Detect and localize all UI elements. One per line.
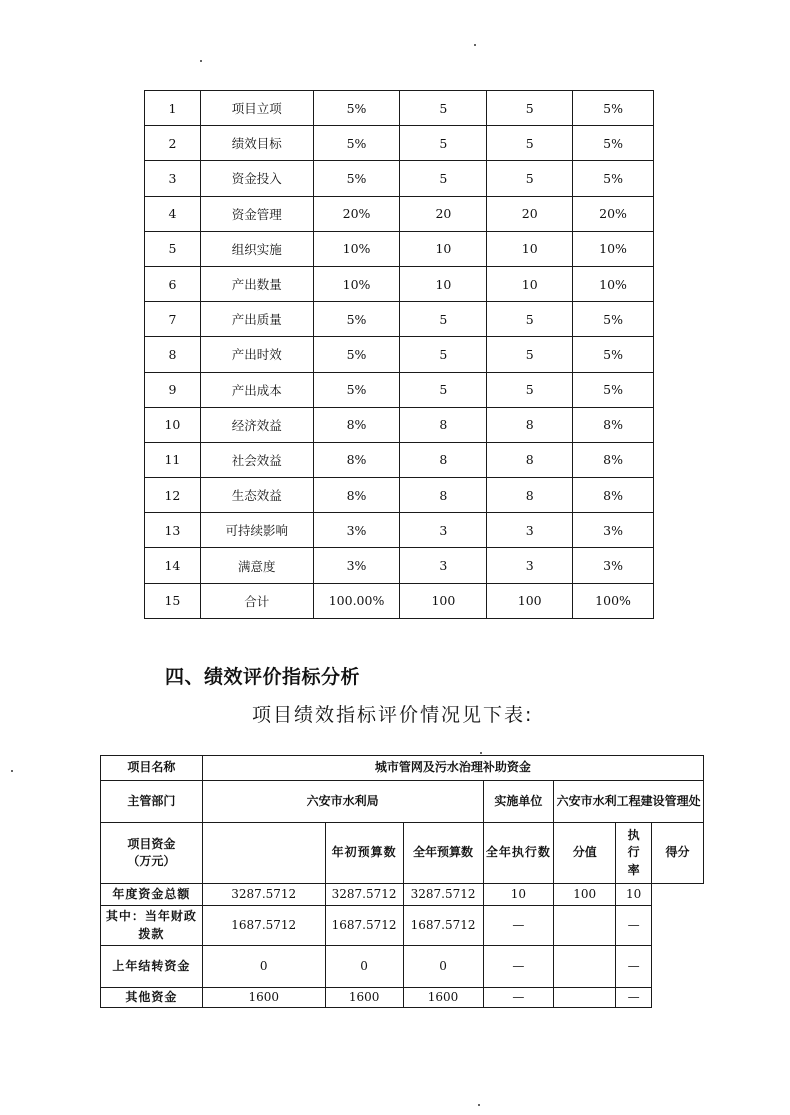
- score-cell-name: 项目立项: [200, 91, 313, 126]
- score-cell-no: 14: [145, 548, 201, 583]
- score-cell-c1: 5: [400, 126, 487, 161]
- fund-cell-label: 上年结转资金: [101, 946, 203, 988]
- fund-cell-score: —: [616, 906, 652, 946]
- score-cell-c2: 5: [487, 337, 573, 372]
- fund-cell-score: —: [616, 988, 652, 1008]
- score-cell-c3: 8%: [573, 407, 654, 442]
- score-row: [145, 478, 654, 513]
- scan-speck: [478, 1104, 480, 1106]
- fund-cell-label: 其中：当年财政拨款: [101, 906, 203, 946]
- score-cell-c3: 5%: [573, 126, 654, 161]
- score-cell-weight: 10%: [313, 231, 400, 266]
- score-cell-name: 绩效目标: [200, 126, 313, 161]
- score-row: [145, 161, 654, 196]
- score-row: [145, 337, 654, 372]
- score-cell-c3: 10%: [573, 266, 654, 301]
- evaluation-table-body: [101, 884, 704, 1008]
- score-cell-no: 5: [145, 231, 201, 266]
- score-row: [145, 266, 654, 301]
- score-cell-weight: 5%: [313, 302, 400, 337]
- scan-speck: [11, 770, 13, 772]
- score-cell-c2: 10: [487, 266, 573, 301]
- score-cell-c2: 5: [487, 372, 573, 407]
- score-row: [145, 302, 654, 337]
- score-cell-c2: 5: [487, 161, 573, 196]
- score-cell-c2: 5: [487, 91, 573, 126]
- score-cell-c2: 3: [487, 548, 573, 583]
- fund-cell-score: 10: [616, 884, 652, 906]
- score-cell-c1: 8: [400, 442, 487, 477]
- score-cell-c3: 5%: [573, 302, 654, 337]
- full-budget-header: 全年预算数: [403, 823, 483, 884]
- fund-cell-score: —: [616, 946, 652, 988]
- fund-cell-exec: 1600: [403, 988, 483, 1008]
- score-row: [145, 407, 654, 442]
- scan-speck: [474, 44, 476, 46]
- score-cell-name: 可持续影响: [200, 513, 313, 548]
- score-cell-no: 1: [145, 91, 201, 126]
- score-cell-c1: 100: [400, 583, 487, 618]
- score-cell-name: 产出质量: [200, 302, 313, 337]
- score-row: [145, 231, 654, 266]
- score-cell-no: 12: [145, 478, 201, 513]
- fund-cell-label: 其他资金: [101, 988, 203, 1008]
- score-row: [145, 513, 654, 548]
- score-cell-name: 产出数量: [200, 266, 313, 301]
- score-cell-c1: 5: [400, 91, 487, 126]
- department-row: [101, 781, 704, 823]
- fund-cell-initial: 1687.5712: [202, 906, 325, 946]
- score-cell-c3: 5%: [573, 161, 654, 196]
- exec-rate-header: [616, 823, 652, 884]
- dept-value: 六安市水利局: [202, 781, 483, 823]
- score-cell-c2: 8: [487, 407, 573, 442]
- fund-cell-initial: 1600: [202, 988, 325, 1008]
- score-cell-weight: 100.00%: [313, 583, 400, 618]
- score-cell-c1: 20: [400, 196, 487, 231]
- score-value-header: 分值: [554, 823, 616, 884]
- score-row: [145, 372, 654, 407]
- scan-speck: [480, 752, 482, 754]
- fund-cell-value: —: [483, 946, 554, 988]
- score-row: [145, 442, 654, 477]
- dept-label: 主管部门: [101, 781, 203, 823]
- score-cell-name: 经济效益: [200, 407, 313, 442]
- score-cell-no: 9: [145, 372, 201, 407]
- score-cell-c3: 8%: [573, 442, 654, 477]
- score-cell-c2: 10: [487, 231, 573, 266]
- fund-cell-initial: 0: [202, 946, 325, 988]
- impl-value: 六安市水利工程建设管理处: [554, 781, 704, 823]
- score-cell-weight: 10%: [313, 266, 400, 301]
- score-cell-c3: 5%: [573, 372, 654, 407]
- score-cell-c2: 100: [487, 583, 573, 618]
- scan-speck: [200, 60, 202, 62]
- score-cell-name: 生态效益: [200, 478, 313, 513]
- score-cell-c1: 5: [400, 337, 487, 372]
- score-cell-no: 13: [145, 513, 201, 548]
- score-cell-c2: 3: [487, 513, 573, 548]
- fund-cell-value: 10: [483, 884, 554, 906]
- score-cell-no: 4: [145, 196, 201, 231]
- score-cell-c1: 5: [400, 161, 487, 196]
- score-cell-c1: 5: [400, 372, 487, 407]
- score-cell-c3: 100%: [573, 583, 654, 618]
- section-intro: 项目绩效指标评价情况见下表:: [252, 704, 534, 726]
- fund-cell-exec: 0: [403, 946, 483, 988]
- funds-header-row: [101, 823, 704, 884]
- score-cell-c3: 8%: [573, 478, 654, 513]
- score-cell-c1: 3: [400, 513, 487, 548]
- score-cell-name: 资金投入: [200, 161, 313, 196]
- blank-header-cell: [202, 823, 325, 884]
- score-cell-c2: 5: [487, 126, 573, 161]
- project-name-label: 项目名称: [101, 756, 203, 781]
- score-cell-c1: 8: [400, 407, 487, 442]
- score-cell-weight: 20%: [313, 196, 400, 231]
- fund-cell-rate: [554, 906, 616, 946]
- score-row: [145, 548, 654, 583]
- score-cell-c3: 10%: [573, 231, 654, 266]
- score-header: 得分: [652, 823, 704, 884]
- score-cell-weight: 8%: [313, 478, 400, 513]
- score-cell-no: 10: [145, 407, 201, 442]
- fund-cell-full: 3287.5712: [325, 884, 403, 906]
- score-cell-no: 6: [145, 266, 201, 301]
- fund-row: [101, 884, 704, 906]
- score-cell-c2: 8: [487, 478, 573, 513]
- fund-cell-value: —: [483, 906, 554, 946]
- score-cell-no: 15: [145, 583, 201, 618]
- score-cell-no: 2: [145, 126, 201, 161]
- fund-cell-rate: [554, 946, 616, 988]
- fund-cell-full: 1600: [325, 988, 403, 1008]
- fund-row: [101, 946, 704, 988]
- score-table-body: [145, 91, 654, 619]
- score-cell-name: 资金管理: [200, 196, 313, 231]
- score-cell-c3: 5%: [573, 91, 654, 126]
- fund-cell-full: 0: [325, 946, 403, 988]
- score-cell-weight: 8%: [313, 407, 400, 442]
- score-cell-c3: 3%: [573, 513, 654, 548]
- score-cell-weight: 3%: [313, 548, 400, 583]
- score-row: [145, 583, 654, 618]
- score-cell-no: 3: [145, 161, 201, 196]
- fund-cell-exec: 1687.5712: [403, 906, 483, 946]
- fund-cell-full: 1687.5712: [325, 906, 403, 946]
- fund-cell-rate: [554, 988, 616, 1008]
- score-cell-c3: 20%: [573, 196, 654, 231]
- score-cell-c2: 20: [487, 196, 573, 231]
- score-cell-c1: 10: [400, 231, 487, 266]
- evaluation-table: [100, 755, 704, 1008]
- score-cell-c2: 8: [487, 442, 573, 477]
- score-cell-no: 8: [145, 337, 201, 372]
- score-cell-weight: 3%: [313, 513, 400, 548]
- score-cell-weight: 5%: [313, 161, 400, 196]
- score-cell-weight: 5%: [313, 337, 400, 372]
- funds-label: [101, 823, 203, 884]
- score-cell-c3: 5%: [573, 337, 654, 372]
- score-row: [145, 196, 654, 231]
- score-cell-c3: 3%: [573, 548, 654, 583]
- exec-rate-header-text: 执行率: [627, 827, 640, 877]
- score-cell-c1: 3: [400, 548, 487, 583]
- score-table: [144, 90, 654, 619]
- full-exec-header: 全年执行数: [483, 823, 554, 884]
- score-cell-name: 满意度: [200, 548, 313, 583]
- score-cell-name: 组织实施: [200, 231, 313, 266]
- score-cell-weight: 5%: [313, 126, 400, 161]
- score-cell-c2: 5: [487, 302, 573, 337]
- score-row: [145, 91, 654, 126]
- section-heading: 四、绩效评价指标分析: [165, 666, 361, 688]
- fund-cell-initial: 3287.5712: [202, 884, 325, 906]
- fund-row: [101, 906, 704, 946]
- project-name-value: 城市管网及污水治理补助资金: [202, 756, 703, 781]
- score-cell-no: 7: [145, 302, 201, 337]
- fund-cell-label: 年度资金总额: [101, 884, 203, 906]
- score-cell-c1: 5: [400, 302, 487, 337]
- score-cell-weight: 8%: [313, 442, 400, 477]
- score-cell-name: 合计: [200, 583, 313, 618]
- score-cell-c1: 8: [400, 478, 487, 513]
- score-cell-no: 11: [145, 442, 201, 477]
- score-cell-name: 产出时效: [200, 337, 313, 372]
- funds-label-text: 项目资金（万元）: [127, 836, 176, 868]
- score-cell-name: 产出成本: [200, 372, 313, 407]
- fund-cell-rate: 100: [554, 884, 616, 906]
- fund-cell-exec: 3287.5712: [403, 884, 483, 906]
- impl-label: 实施单位: [483, 781, 554, 823]
- score-cell-weight: 5%: [313, 91, 400, 126]
- fund-row: [101, 988, 704, 1008]
- score-cell-c1: 10: [400, 266, 487, 301]
- score-cell-name: 社会效益: [200, 442, 313, 477]
- project-name-row: [101, 756, 704, 781]
- score-row: [145, 126, 654, 161]
- fund-cell-value: —: [483, 988, 554, 1008]
- initial-budget-header: 年初预算数: [325, 823, 403, 884]
- score-cell-weight: 5%: [313, 372, 400, 407]
